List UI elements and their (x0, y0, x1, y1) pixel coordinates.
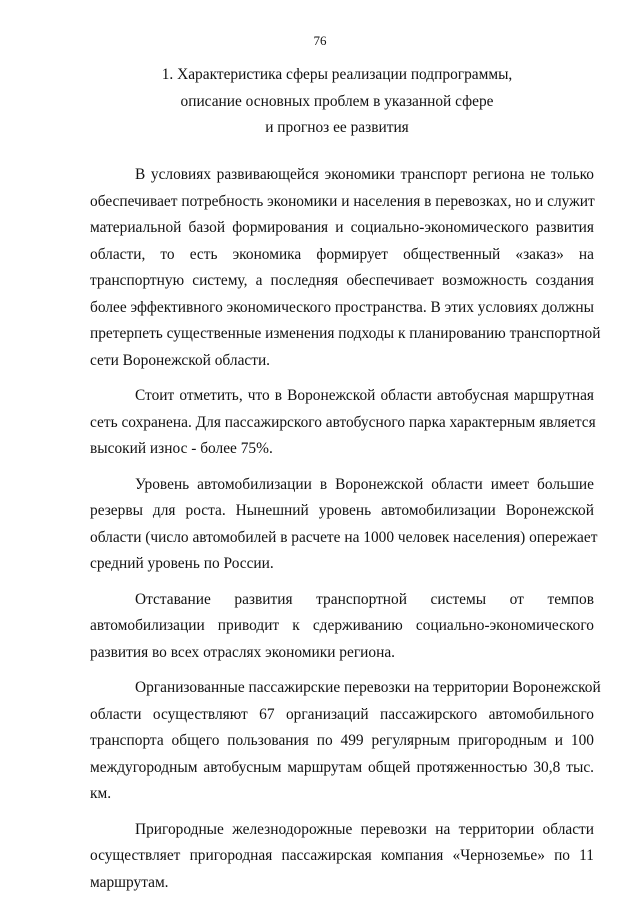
paragraph-line: осуществляет пригородная пассажирская компания «Черноземье» по 11 (90, 847, 594, 864)
paragraph (90, 675, 601, 808)
paragraph-line: Стоит отметить, что в Воронежской области автобусная маршрутная (135, 387, 594, 404)
paragraph-line: В условиях развивающейся экономики транспорт региона не только (135, 166, 594, 183)
paragraph-line: Уровень автомобилизации в Воронежской области имеет большие (135, 475, 594, 493)
paragraph-line: км. (90, 785, 112, 802)
paragraph (90, 472, 598, 578)
paragraph-line: претерпеть существенные изменения подходы к планированию транспортной (90, 325, 601, 342)
paragraph-line: автомобилизации приводит к сдерживанию социально-экономического (90, 617, 594, 634)
paragraph-line: средний уровень по России. (90, 555, 274, 572)
paragraph-line: сети Воронежской области. (90, 351, 271, 369)
heading-line-3: и прогноз ее развития (265, 119, 409, 136)
paragraph-line: области (число автомобилей в расчете на 1000 человек населения) опережает (90, 528, 598, 546)
paragraph-line: сеть сохранена. Для пассажирского автобусного парка характерным является (90, 413, 596, 431)
paragraph-line: области осуществляют 67 организаций пассажирского автомобильного (90, 705, 594, 723)
paragraph-line: междугородным автобусным маршрутам общей протяженностью 30,8 тыс. (90, 758, 594, 776)
paragraph-line: маршрутам. (90, 873, 169, 891)
paragraph-line: транспортную систему, а последняя обеспечивает возможность создания (90, 272, 594, 289)
paragraph-line: резервы для роста. Нынешний уровень автомобилизации Воронежской (90, 502, 594, 519)
paragraph (90, 383, 594, 463)
heading-line-1: 1. Характеристика сферы реализации подпрограммы, (161, 66, 513, 83)
page-number: 76 (313, 33, 327, 48)
paragraph-line: области, то есть экономика формирует общественный «заказ» на (90, 245, 594, 263)
paragraph-line: Пригородные железнодорожные перевозки на территории области (135, 820, 594, 838)
paragraph-line: обеспечивает потребность экономики и населения в перевозках, но и служит (90, 192, 595, 210)
paragraph-line: развития во всех отраслях экономики региона. (90, 643, 395, 661)
heading-line-2: описание основных проблем в указанной сфере (180, 92, 494, 110)
paragraph-line: более эффективного экономического пространства. В этих условиях должны (90, 298, 595, 316)
paragraph-line: Организованные пассажирские перевозки на территории Воронежской (135, 679, 601, 696)
section-heading (100, 62, 574, 142)
paragraph (90, 587, 594, 667)
body-text (90, 162, 601, 905)
paragraph-line: транспорта общего пользования по 499 регулярным пригородным и 100 (90, 732, 594, 749)
paragraph (90, 162, 601, 374)
paragraph-line: материальной базой формирования и социально-экономического развития (90, 219, 594, 236)
paragraph (90, 817, 594, 897)
paragraph-line: Отставание развития транспортной системы от темпов (135, 590, 594, 608)
paragraph-line: высокий износ - более 75%. (90, 440, 273, 457)
